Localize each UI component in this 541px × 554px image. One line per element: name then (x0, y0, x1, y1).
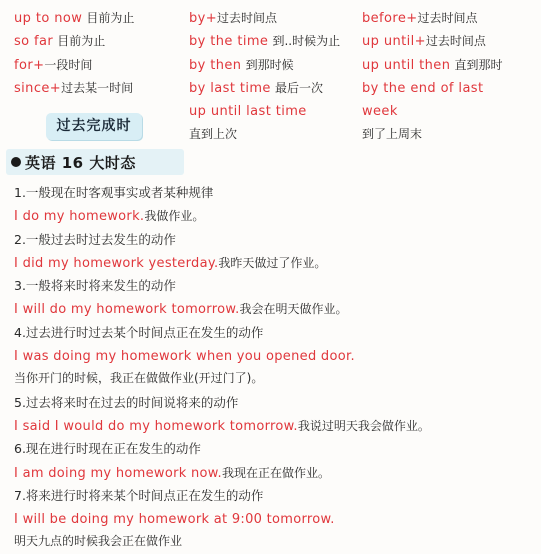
keyword-en: up until then (362, 57, 451, 73)
keyword-zh: 过去时间点 (417, 11, 478, 25)
keyword-en: for+ (14, 57, 45, 73)
keyword-column-1 (14, 7, 184, 100)
tense-description: 7.将来进行时将来某个时间点正在发生的动作 (14, 487, 264, 503)
tense-example (14, 251, 538, 274)
section-header (6, 149, 184, 175)
keyword-en: since+ (14, 80, 62, 96)
example-zh: 我现在正在做作业。 (221, 465, 330, 480)
keyword-zh: 到那时候 (245, 57, 294, 72)
tense-example (14, 297, 538, 320)
keyword-zh: 直到那时 (454, 57, 503, 72)
keyword-item (362, 123, 540, 146)
tense-description: 1.一般现在时客观事实或者某种规律 (14, 185, 214, 200)
tense-example (14, 507, 538, 530)
tense-description: 2.一般过去时过去发生的动作 (14, 231, 176, 247)
tense-description: 3.一般将来时将来发生的动作 (14, 278, 176, 294)
tense-example-translation: 当你开门的时候，我正在做做作业(开过门了)。 (14, 371, 264, 386)
example-en: I did my homework yesterday. (14, 255, 219, 271)
keyword-en: by the end of last (362, 80, 484, 96)
keyword-item (189, 54, 359, 77)
keyword-item (189, 77, 359, 100)
section-title: 英语 16 大时态 (25, 153, 136, 172)
keyword-item (362, 30, 540, 53)
example-en: I will do my homework tomorrow. (14, 302, 240, 318)
keyword-zh: 过去时间点 (425, 34, 486, 49)
tense-description: 5.过去将来时在过去的时间说将来的动作 (14, 394, 239, 410)
keyword-item (14, 7, 184, 30)
tense-description: 4.过去进行时过去某个时间点正在发生的动作 (14, 324, 264, 340)
keyword-en: up until last time (189, 104, 307, 120)
keyword-zh: 过去时间点 (217, 11, 278, 25)
example-en: I do my homework. (14, 209, 145, 225)
keyword-en: before+ (362, 11, 418, 26)
tense-description: 6.现在进行时现在正在发生的动作 (14, 441, 201, 457)
keyword-en: so far (14, 34, 54, 50)
keyword-en: by last time (189, 80, 271, 96)
tense-list (14, 181, 538, 554)
keyword-zh: 最后一次 (274, 80, 323, 95)
keyword-zh: 直到上次 (189, 127, 238, 142)
keyword-column-3 (362, 7, 540, 147)
keyword-item (362, 77, 540, 100)
example-en: I will be doing my homework at 9:00 tomorrow. (14, 512, 335, 528)
keyword-item (362, 100, 540, 123)
example-zh: 我说过明天我会做作业。 (297, 418, 430, 433)
keyword-zh: 一段时间 (44, 57, 93, 72)
keyword-en: up until+ (362, 34, 426, 50)
example-zh: 我会在明天做作业。 (239, 302, 348, 317)
tense-example (14, 344, 538, 367)
example-zh: 我做作业。 (144, 209, 205, 224)
keyword-item (189, 123, 359, 146)
keyword-item (189, 7, 359, 30)
tense-example-translation: 明天九点的时候我会正在做作业 (14, 534, 183, 549)
keyword-en: by the time (189, 34, 269, 50)
past-perfect-label: 过去完成时 (46, 113, 142, 140)
example-en: I said I would do my homework tomorrow. (14, 418, 298, 434)
bullet-dot-icon (11, 157, 21, 167)
tense-example (14, 461, 538, 484)
keyword-item (362, 54, 540, 77)
keyword-zh: 过去某一时间 (61, 80, 134, 95)
keyword-item (362, 7, 540, 30)
keyword-zh: 目前为止 (57, 34, 106, 49)
keyword-en: by+ (189, 11, 218, 26)
keyword-item (14, 77, 184, 100)
example-en: I am doing my homework now. (14, 465, 222, 481)
keyword-item (189, 100, 359, 123)
keyword-column-2 (189, 7, 359, 147)
keyword-zh: 到了上周末 (362, 127, 423, 142)
example-en: I was doing my homework when you opened door. (14, 349, 355, 365)
keyword-item (14, 30, 184, 53)
example-zh: 我昨天做过了作业。 (218, 255, 327, 270)
keyword-zh: 目前为止 (86, 11, 135, 25)
tense-example (14, 204, 538, 227)
keyword-en: week (362, 104, 398, 120)
tense-example (14, 414, 538, 437)
keyword-en: up to now (14, 11, 83, 26)
keyword-en: by then (189, 57, 242, 73)
keyword-item (14, 54, 184, 77)
keyword-item (189, 30, 359, 53)
keyword-zh: 到..时候为止 (272, 34, 341, 49)
